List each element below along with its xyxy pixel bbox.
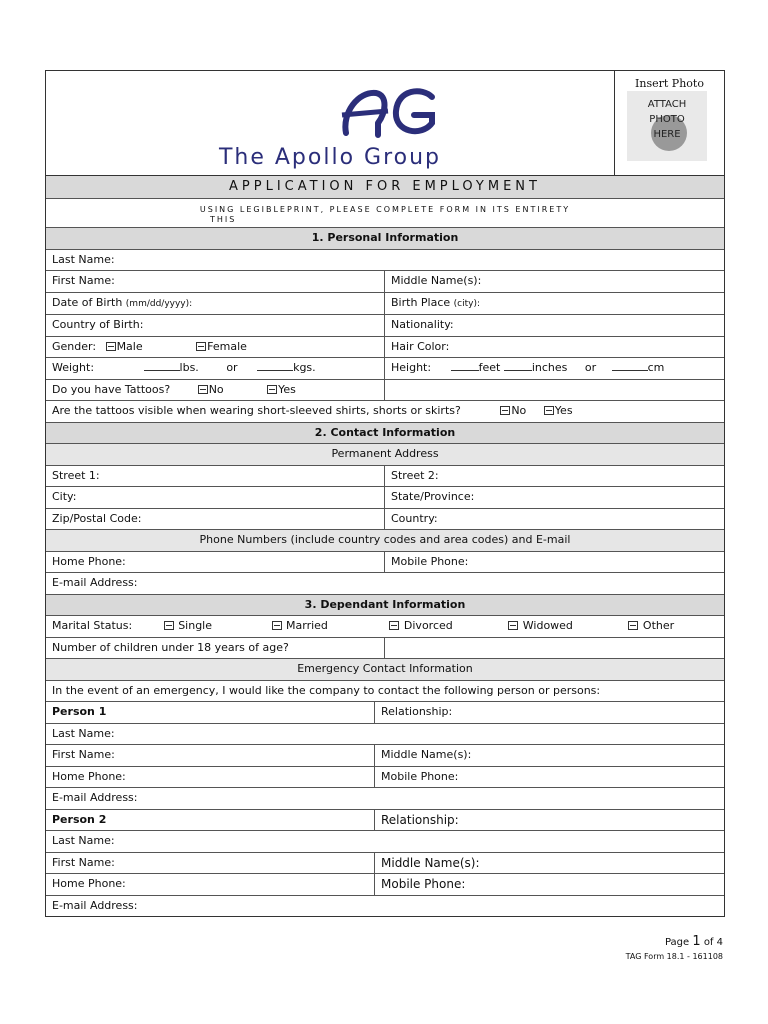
apollo-logo-icon <box>338 83 438 143</box>
divorced-label: Divorced <box>403 619 453 632</box>
dob-label: Date of Birth <box>52 295 123 309</box>
company-name: The Apollo Group <box>218 145 442 170</box>
emergency-heading: Emergency Contact Information <box>297 662 473 675</box>
widowed-label: Widowed <box>522 619 573 632</box>
person2-home-phone-field[interactable]: Home Phone: <box>46 874 375 895</box>
first-name-field[interactable]: First Name: <box>46 271 385 292</box>
section-contact-heading: 2. Contact Information <box>314 425 456 439</box>
no-label: No <box>511 404 527 417</box>
photo-instructions <box>625 97 709 142</box>
birth-place-hint: (city): <box>453 298 481 309</box>
marital-status-label: Marital Status: <box>52 619 133 632</box>
person2-heading: Person 2 <box>46 810 375 831</box>
other-label: Other <box>642 619 675 632</box>
male-label: Male <box>116 339 143 353</box>
weight-kgs-blank[interactable] <box>257 359 293 371</box>
logo-area <box>46 71 615 175</box>
tattoos-yes-option[interactable] <box>267 383 296 396</box>
tattoos-question: Do you have Tattoos? <box>52 382 171 396</box>
other-checkbox[interactable] <box>628 621 638 630</box>
person2-last-name-field[interactable]: Last Name: <box>52 834 115 847</box>
street1-field[interactable]: Street 1: <box>46 466 385 487</box>
page-footer <box>626 935 723 964</box>
height-field[interactable] <box>385 358 724 379</box>
single-option[interactable] <box>164 619 212 632</box>
person2-first-name-field[interactable]: First Name: <box>46 853 375 874</box>
height-label: Height: <box>391 361 432 374</box>
weight-field[interactable] <box>46 358 385 379</box>
dob-format: (mm/dd/yyyy): <box>125 298 193 309</box>
instructions-line: THIS <box>210 215 237 224</box>
weight-label: Weight: <box>52 361 95 374</box>
person1-mobile-phone-field[interactable]: Mobile Phone: <box>381 769 459 783</box>
male-checkbox[interactable] <box>106 342 116 351</box>
form-header <box>46 71 724 175</box>
divorced-option[interactable] <box>389 619 452 632</box>
single-label: Single <box>178 619 213 632</box>
children-answer[interactable] <box>385 638 724 659</box>
page-label: Page <box>664 937 690 948</box>
permanent-address-heading: Permanent Address <box>331 447 439 460</box>
photo-area <box>615 71 724 175</box>
married-label: Married <box>286 619 328 632</box>
section-dependant-heading: 3. Dependant Information <box>304 597 466 611</box>
empty-cell <box>385 380 724 401</box>
divorced-checkbox[interactable] <box>389 621 399 630</box>
person1-relationship-field[interactable]: Relationship: <box>381 705 453 718</box>
home-phone-field[interactable]: Home Phone: <box>46 552 385 573</box>
married-checkbox[interactable] <box>272 621 282 630</box>
dob-field[interactable] <box>46 293 385 315</box>
male-option[interactable] <box>106 340 143 353</box>
page-of: of 4 <box>703 937 723 948</box>
street2-field[interactable]: Street 2: <box>391 468 439 482</box>
application-form <box>45 70 725 917</box>
phone-heading: Phone Numbers (include country codes and area codes) and E-mail <box>199 533 571 546</box>
marital-status-field <box>46 616 724 637</box>
married-option[interactable] <box>272 619 328 632</box>
last-name-field[interactable]: Last Name: <box>52 252 115 266</box>
feet-unit: feet <box>478 361 501 374</box>
yes-label: Yes <box>554 404 573 417</box>
or-text: or <box>584 361 597 374</box>
zip-field[interactable]: Zip/Postal Code: <box>46 509 385 530</box>
person2-middle-name-field[interactable]: Middle Name(s): <box>381 855 480 870</box>
person2-email-field[interactable]: E-mail Address: <box>52 898 138 912</box>
middle-name-field[interactable]: Middle Name(s): <box>391 274 482 287</box>
person2-mobile-phone-field[interactable]: Mobile Phone: <box>381 877 466 891</box>
widowed-option[interactable] <box>508 619 573 632</box>
yes-label: Yes <box>278 382 296 396</box>
lbs-unit: lbs. <box>179 361 199 374</box>
tattoos-no-checkbox[interactable] <box>198 385 208 394</box>
visible-yes-checkbox[interactable] <box>544 406 554 415</box>
widowed-checkbox[interactable] <box>508 621 518 630</box>
female-label: Female <box>207 339 247 353</box>
person1-last-name-field[interactable]: Last Name: <box>52 726 115 740</box>
birth-place-label: Birth Place <box>391 295 451 309</box>
photo-text-line: ATTACH <box>647 99 687 110</box>
kgs-unit: kgs. <box>293 361 316 374</box>
visible-no-option[interactable] <box>500 404 526 417</box>
birth-place-field[interactable] <box>385 293 724 315</box>
height-inches-blank[interactable] <box>504 359 532 371</box>
visible-yes-option[interactable] <box>544 404 573 417</box>
cm-unit: cm <box>647 361 665 374</box>
nationality-field[interactable]: Nationality: <box>391 318 454 331</box>
height-feet-blank[interactable] <box>451 359 479 371</box>
person1-first-name-field[interactable]: First Name: <box>46 745 375 766</box>
instructions <box>46 199 724 227</box>
hair-color-field[interactable]: Hair Color: <box>391 339 450 353</box>
gender-label: Gender: <box>52 339 97 353</box>
female-checkbox[interactable] <box>196 342 206 351</box>
photo-text-line: HERE <box>653 129 681 140</box>
photo-text-line: PHOTO <box>649 114 685 125</box>
city-field[interactable]: City: <box>46 487 385 508</box>
visible-no-checkbox[interactable] <box>500 406 510 415</box>
tattoos-no-option[interactable] <box>198 383 224 396</box>
page-num: 1 <box>692 934 701 949</box>
page-number <box>626 935 723 950</box>
weight-lbs-blank[interactable] <box>144 359 180 371</box>
form-number: TAG Form 18.1 - 161108 <box>625 952 723 961</box>
tattoos-field <box>46 380 385 401</box>
photo-title: Insert Photo <box>635 77 704 90</box>
inches-unit: inches <box>531 361 568 374</box>
person1-email-field[interactable]: E-mail Address: <box>52 791 138 804</box>
email-field[interactable]: E-mail Address: <box>52 576 138 589</box>
height-cm-blank[interactable] <box>612 359 648 371</box>
state-field[interactable]: State/Province: <box>391 490 475 503</box>
children-field[interactable]: Number of children under 18 years of age? <box>46 638 385 659</box>
single-checkbox[interactable] <box>164 621 174 630</box>
tattoos-yes-checkbox[interactable] <box>267 385 277 394</box>
form-title: APPLICATION FOR EMPLOYMENT <box>229 179 541 194</box>
country-field[interactable]: Country: <box>391 511 438 525</box>
instructions-line: USING LEGIBLEPRINT, PLEASE COMPLETE FORM IN ITS ENTIRETY <box>199 205 571 214</box>
gender-field <box>46 337 385 358</box>
person2-relationship-field[interactable]: Relationship: <box>381 812 459 827</box>
person1-home-phone-field[interactable]: Home Phone: <box>46 767 375 788</box>
tattoos-visible-question: Are the tattoos visible when wearing short-sleeved shirts, shorts or skirts? <box>52 404 461 417</box>
female-option[interactable] <box>196 340 247 353</box>
emergency-intro: In the event of an emergency, I would like the company to contact the following person or persons: <box>52 683 601 697</box>
tattoos-visible-field <box>46 401 724 422</box>
or-text: or <box>226 361 238 374</box>
mobile-phone-field[interactable]: Mobile Phone: <box>391 554 469 568</box>
country-of-birth-field[interactable]: Country of Birth: <box>46 315 385 336</box>
section-personal-heading: 1. Personal Information <box>311 231 459 244</box>
other-option[interactable] <box>628 619 674 632</box>
person1-middle-name-field[interactable]: Middle Name(s): <box>381 748 472 761</box>
no-label: No <box>208 382 224 396</box>
person1-heading: Person 1 <box>46 702 375 723</box>
